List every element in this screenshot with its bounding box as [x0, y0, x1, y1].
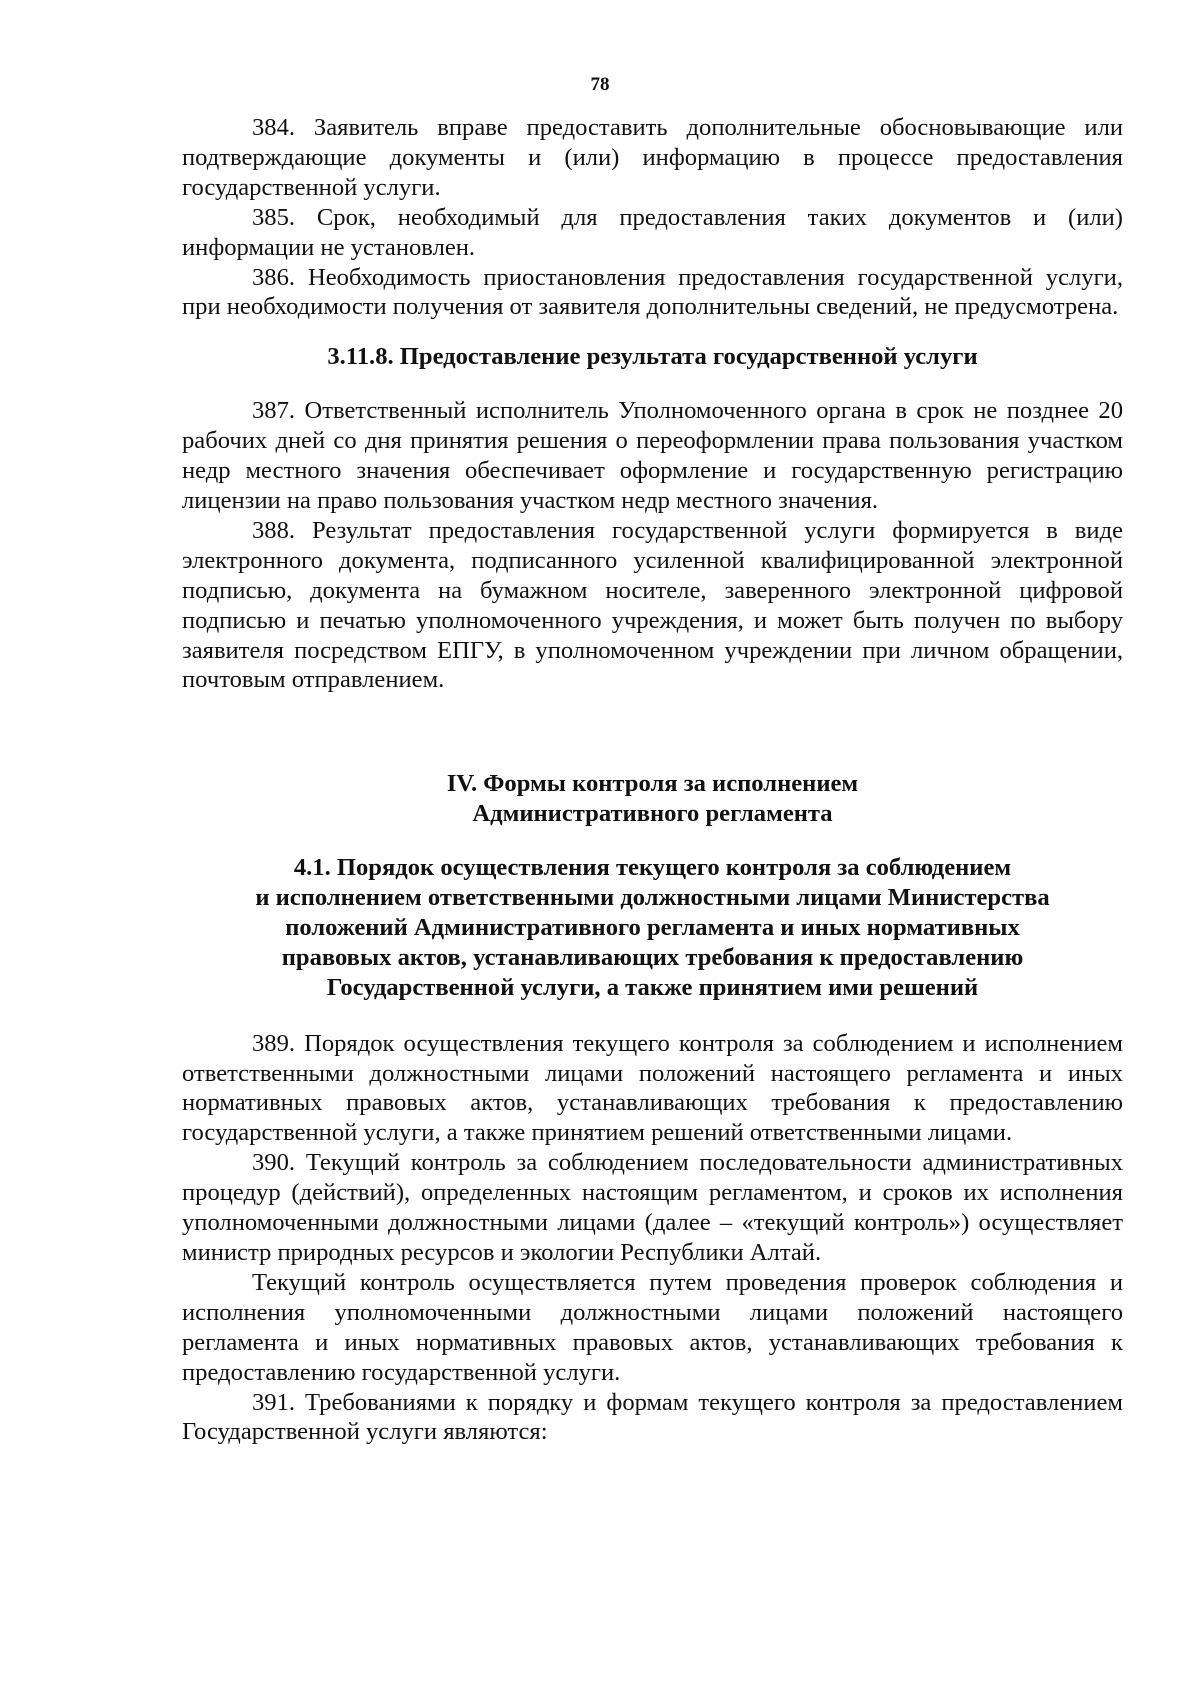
section-heading-4-1-line-2: и исполнением ответственными должностными лицами Министерства: [255, 884, 1050, 912]
section-heading-4-1-line-5: Государственной услуги, а также принятием ими решений: [326, 973, 979, 1001]
chapter-heading-iv-line-1: IV. Формы контроля за исполнением: [446, 770, 859, 798]
paragraph-390-continuation: Текущий контроль осуществляется путем проведения проверок соблюдения и исполнения уполномоченными должностными лицами положений настоящего регламента и иных нормативных правовых актов, устанавливающих требования к предоставлению государственной услуги.: [182, 1268, 1123, 1386]
section-heading-4-1: [182, 853, 1123, 1003]
section-heading-4-1-line-4: правовых актов, устанавливающих требования к предоставлению: [281, 943, 1024, 971]
paragraph-388: 388. Результат предоставления государственной услуги формируется в виде электронного документа, подписанного усиленной квалифицированной электронной подписью, документа на бумажном носителе, заверенного электронной цифровой подписью и печатью уполномоченного учреждения, и может быть получен по выбору заявителя посредством ЕПГУ, в уполномоченном учреждении при личном обращении, почтовым отправлением.: [182, 516, 1123, 694]
document-body: [182, 113, 1123, 1447]
section-heading-4-1-line-1: 4.1. Порядок осуществления текущего контроля за соблюдением: [293, 854, 1012, 882]
paragraph-389: 389. Порядок осуществления текущего контроля за соблюдением и исполнением ответственными должностными лицами положений настоящего регламента и иных нормативных правовых актов, устанавливающих требования к предоставлению государственной услуги, а также принятием решений ответственными лицами.: [182, 1029, 1123, 1147]
page-number: 78: [590, 74, 610, 95]
paragraph-391: 391. Требованиями к порядку и формам текущего контроля за предоставлением Государственной услуги являются:: [182, 1388, 1123, 1446]
paragraph-390: 390. Текущий контроль за соблюдением последовательности административных процедур (действий), определенных настоящим регламентом, и сроков их исполнения уполномоченными должностными лицами (далее – «текущий контроль») осуществляет министр природных ресурсов и экологии Республики Алтай.: [182, 1149, 1123, 1266]
section-heading-3-11-8: 3.11.8. Предоставление результата государственной услуги: [327, 343, 978, 371]
paragraph-387: 387. Ответственный исполнитель Уполномоченного органа в срок не позднее 20 рабочих дней со дня принятия решения о переоформлении права пользования участком недр местного значения обеспечивает оформление и государственную регистрацию лицензии на право пользования участком недр местного значения.: [182, 397, 1123, 514]
section-heading-4-1-line-3: положений Административного регламента и иных нормативных: [285, 913, 1020, 941]
chapter-heading-iv: [182, 769, 1123, 829]
paragraph-385: 385. Срок, необходимый для предоставления таких документов и (или) информации не установлен.: [182, 203, 1123, 261]
chapter-heading-iv-line-2: Административного регламента: [472, 800, 833, 828]
paragraph-386: 386. Необходимость приостановления предоставления государственной услуги, при необходимости получения от заявителя дополнительны сведений, не предусмотрена.: [182, 263, 1123, 321]
paragraph-384: 384. Заявитель вправе предоставить дополнительные обосновывающие или подтверждающие документы и (или) информацию в процессе предоставления государственной услуги.: [182, 114, 1123, 201]
